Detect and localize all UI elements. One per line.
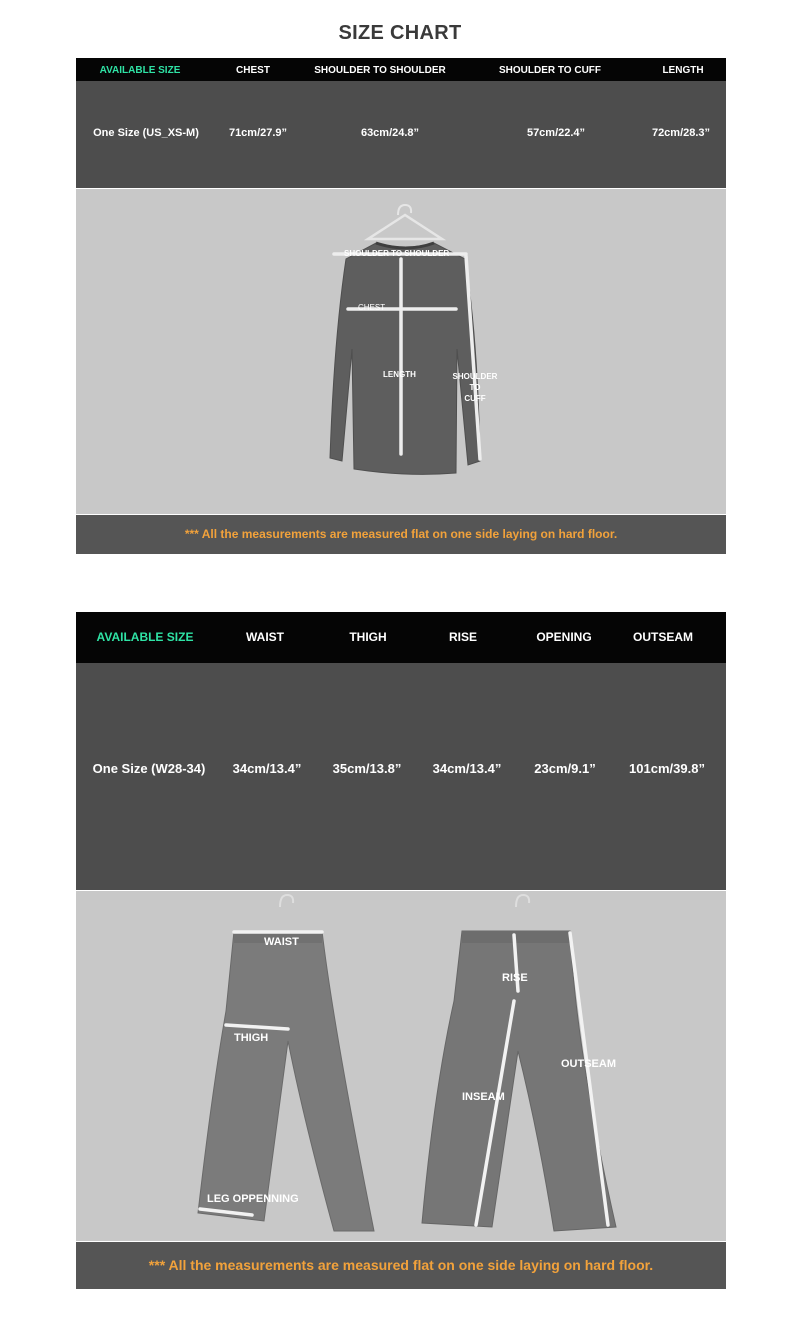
label-length: LENGTH (383, 370, 416, 379)
label-leg-opening: LEG OPPENNING (207, 1193, 299, 1205)
value-shoulder-to-cuff: 57cm/22.4” (526, 127, 586, 139)
label-thigh: THIGH (234, 1032, 269, 1044)
label-waist: WAIST (264, 936, 299, 948)
label-rise: RISE (502, 972, 528, 984)
value-waist: 34cm/13.4” (232, 761, 302, 776)
bottom-size-chart (76, 612, 726, 1289)
value-rise: 34cm/13.4” (432, 761, 502, 776)
shirt-illustration (76, 189, 726, 514)
header-available-size: AVAILABLE SIZE (96, 630, 194, 644)
value-available-size: One Size (US_XS-M) (93, 127, 199, 139)
header-available-size: AVAILABLE SIZE (99, 65, 181, 76)
hanger-icon (280, 895, 529, 907)
value-length: 72cm/28.3” (651, 127, 711, 139)
header-length: LENGTH (662, 65, 704, 76)
pants-illustration (76, 891, 726, 1241)
long-sleeve-shirt (330, 243, 480, 474)
page-title: SIZE CHART (338, 22, 462, 44)
bottom-measurement-note: *** All the measurements are measured flat on one side laying on hard floor. (76, 1242, 726, 1289)
label-shoulder-to-shoulder: SHOULDER TO SHOULDER (344, 249, 450, 258)
value-outseam: 101cm/39.8” (629, 761, 705, 776)
bottom-header-row (76, 612, 726, 663)
header-outseam: OUTSEAM (633, 630, 693, 644)
bottom-values-row (76, 663, 726, 890)
value-opening: 23cm/9.1” (534, 761, 596, 776)
header-shoulder-to-shoulder: SHOULDER TO SHOULDER (314, 65, 446, 76)
label-chest: CHEST (358, 303, 386, 312)
top-values-row (76, 81, 726, 188)
top-size-chart (76, 58, 726, 554)
header-rise: RISE (448, 630, 478, 644)
header-shoulder-to-cuff: SHOULDER TO CUFF (498, 65, 602, 76)
value-chest: 71cm/27.9” (228, 127, 288, 139)
label-outseam: OUTSEAM (561, 1058, 616, 1070)
header-opening: OPENING (536, 630, 592, 644)
top-header-row (76, 58, 726, 81)
header-chest: CHEST (236, 65, 270, 76)
label-cuff-line-3: CUFF (464, 394, 486, 403)
shirt-measurement-photo (76, 189, 726, 514)
hanger-icon (368, 205, 442, 239)
pants-front (198, 931, 374, 1231)
label-shoulder-to-cuff (450, 371, 500, 404)
label-inseam: INSEAM (462, 1091, 505, 1103)
pants-measurement-photo (76, 891, 726, 1241)
top-measurement-note: *** All the measurements are measured flat on one side laying on hard floor. (76, 515, 726, 554)
label-cuff-line-1: SHOULDER (452, 372, 498, 381)
value-available-size: One Size (W28-34) (92, 761, 206, 776)
value-thigh: 35cm/13.8” (332, 761, 402, 776)
header-waist: WAIST (246, 630, 284, 644)
header-thigh: THIGH (349, 630, 387, 644)
label-cuff-line-2: TO (469, 383, 481, 392)
value-shoulder-to-shoulder: 63cm/24.8” (360, 127, 420, 139)
